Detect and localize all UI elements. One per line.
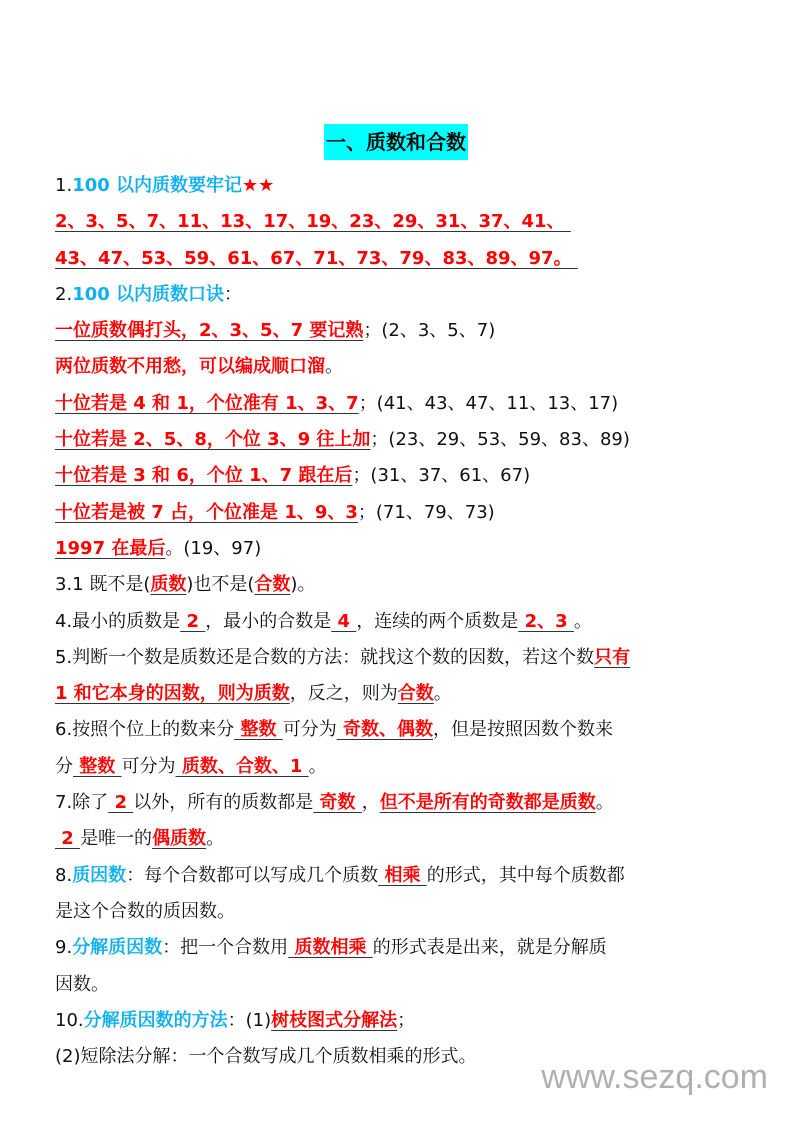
body-text: 。(19、97) — [165, 537, 262, 559]
text-line — [55, 858, 755, 894]
text-line — [55, 749, 755, 785]
body-text: ， — [361, 792, 380, 814]
body-text: ；(2、3、5、7) — [363, 320, 496, 342]
answer-text: 4 — [331, 610, 357, 632]
heading-text: 分解质因数 — [72, 937, 163, 959]
text-line — [55, 495, 755, 531]
body-text: 。 — [325, 356, 343, 378]
body-text: 4.最小的质数是 — [55, 610, 181, 632]
heading-text: 100 以内质数要牢记 — [72, 175, 243, 196]
body-text: )。 — [290, 574, 316, 596]
text-line — [55, 712, 755, 748]
text-line — [55, 604, 755, 640]
body-text: 8. — [55, 864, 73, 886]
body-text: ；(31、37、61、67) — [352, 465, 531, 487]
body-text: 2. — [55, 283, 73, 305]
text-line — [55, 349, 755, 385]
body-text: 。 — [308, 755, 327, 777]
body-text: (2)短除法分解：一个合数写成几个质数相乘的形式。 — [55, 1046, 477, 1068]
text-line — [55, 204, 755, 240]
answer-text: 合数 — [254, 574, 291, 596]
body-text: 3.1 既不是( — [55, 574, 151, 596]
text-line — [55, 967, 755, 1003]
body-text: 1. — [55, 175, 73, 196]
text-line — [55, 640, 755, 676]
body-text: )也不是( — [186, 574, 255, 596]
answer-text: 但不是所有的奇数都是质数 — [379, 792, 596, 814]
answer-text: 1 和它本身的因数，则为质数 — [55, 683, 290, 705]
heading-text: 分解质因数的方法 — [83, 1009, 228, 1031]
body-text: 以外，所有的质数都是 — [133, 792, 314, 814]
text-line — [55, 930, 755, 966]
answer-text: 奇数 — [313, 792, 362, 814]
body-text: ； — [397, 1009, 416, 1031]
answer-text: 只有 — [594, 646, 631, 668]
body-text: 5.判断一个数是质数还是合数的方法：就找这个数的因数，若这个数 — [55, 646, 595, 668]
text-line — [55, 386, 755, 422]
body-text: 。 — [595, 792, 614, 814]
text-line — [55, 531, 755, 567]
body-text: ，最小的合数是 — [205, 610, 332, 632]
watermark: www.sezq.com — [541, 1058, 768, 1096]
body-text: ；(41、43、47、11、13、17) — [358, 392, 619, 414]
answer-text: 偶质数 — [152, 828, 207, 850]
text-line — [55, 277, 755, 313]
answer-text: 两位质数不用愁，可以编成顺口溜 — [55, 356, 325, 378]
text-line — [55, 313, 755, 349]
body-text: 。 — [206, 828, 225, 850]
body-text: 的形式，其中每个质数都 — [426, 864, 625, 886]
body-text: ：(1) — [227, 1009, 272, 1031]
body-text: 。 — [573, 610, 592, 632]
answer-text: 奇数、偶数 — [336, 719, 434, 741]
document-body — [55, 168, 755, 1075]
body-text: 7.除了 — [55, 792, 109, 814]
text-line — [55, 785, 755, 821]
answer-text: 整数 — [73, 755, 122, 777]
answer-text: ★★ — [242, 175, 275, 196]
text-line — [55, 241, 755, 277]
body-text: ：把一个合数用 — [162, 937, 289, 959]
answer-text: 十位若是 3 和 6，个位 1、7 跟在后 — [55, 465, 353, 487]
body-text: ，连续的两个质数是 — [356, 610, 519, 632]
body-text: ： — [224, 283, 243, 305]
answer-text: 2 — [108, 792, 134, 814]
body-text: 。 — [433, 683, 452, 705]
body-text: ，反之，则为 — [289, 683, 398, 705]
text-line — [55, 422, 755, 458]
body-text: ：每个合数都可以写成几个质数 — [126, 864, 379, 886]
answer-text: 2、3、5、7、11、13、17、19、23、29、31、37、41、 — [55, 211, 571, 233]
text-line — [55, 894, 755, 930]
text-line — [55, 676, 755, 712]
body-text: 可分为 — [121, 755, 176, 777]
text-line — [55, 821, 755, 857]
body-text: 9. — [55, 937, 73, 959]
answer-text: 相乘 — [378, 864, 427, 886]
answer-text: 合数 — [397, 683, 434, 705]
body-text: 6.按照个位上的数来分 — [55, 719, 235, 741]
body-text: ；(71、79、73) — [357, 501, 495, 523]
answer-text: 质数、合数、1 — [175, 755, 309, 777]
text-line — [55, 567, 755, 603]
answer-text: 质数相乘 — [288, 937, 373, 959]
body-text: ；(23、29、53、59、83、89) — [370, 429, 630, 451]
answer-text: 整数 — [234, 719, 283, 741]
answer-text: 一位质数偶打头，2、3、5、7 要记熟 — [55, 320, 364, 342]
answer-text: 1997 在最后 — [55, 537, 166, 559]
answer-text: 2 — [180, 610, 206, 632]
heading-text: 质因数 — [72, 864, 127, 886]
answer-text: 43、47、53、59、61、67、71、73、79、83、89、97。 — [55, 247, 578, 269]
text-line — [55, 1003, 755, 1039]
heading-text: 100 以内质数口诀 — [72, 283, 225, 305]
body-text: 分 — [55, 755, 73, 777]
answer-text: 质数 — [150, 574, 187, 596]
body-text: ，但是按照因数个数来 — [433, 719, 614, 741]
body-text: 可分为 — [282, 719, 337, 741]
section-title: 一、质数和合数 — [324, 124, 468, 160]
body-text: 是唯一的 — [80, 828, 153, 850]
text-line — [55, 168, 755, 204]
answer-text: 十位若是被 7 占，个位准是 1、9、3 — [55, 501, 358, 523]
body-text: 是这个合数的质因数。 — [55, 900, 235, 922]
body-text: 10. — [55, 1009, 84, 1031]
answer-text: 树枝图式分解法 — [271, 1009, 398, 1031]
body-text: 的形式表是出来，就是分解质 — [372, 937, 607, 959]
answer-text: 十位若是 4 和 1，个位准有 1、3、7 — [55, 392, 359, 414]
answer-text: 2、3 — [518, 610, 574, 632]
answer-text: 十位若是 2、5、8，个位 3、9 往上加 — [55, 429, 371, 451]
text-line — [55, 458, 755, 494]
body-text: 因数。 — [55, 973, 109, 995]
answer-text: 2 — [55, 828, 81, 850]
